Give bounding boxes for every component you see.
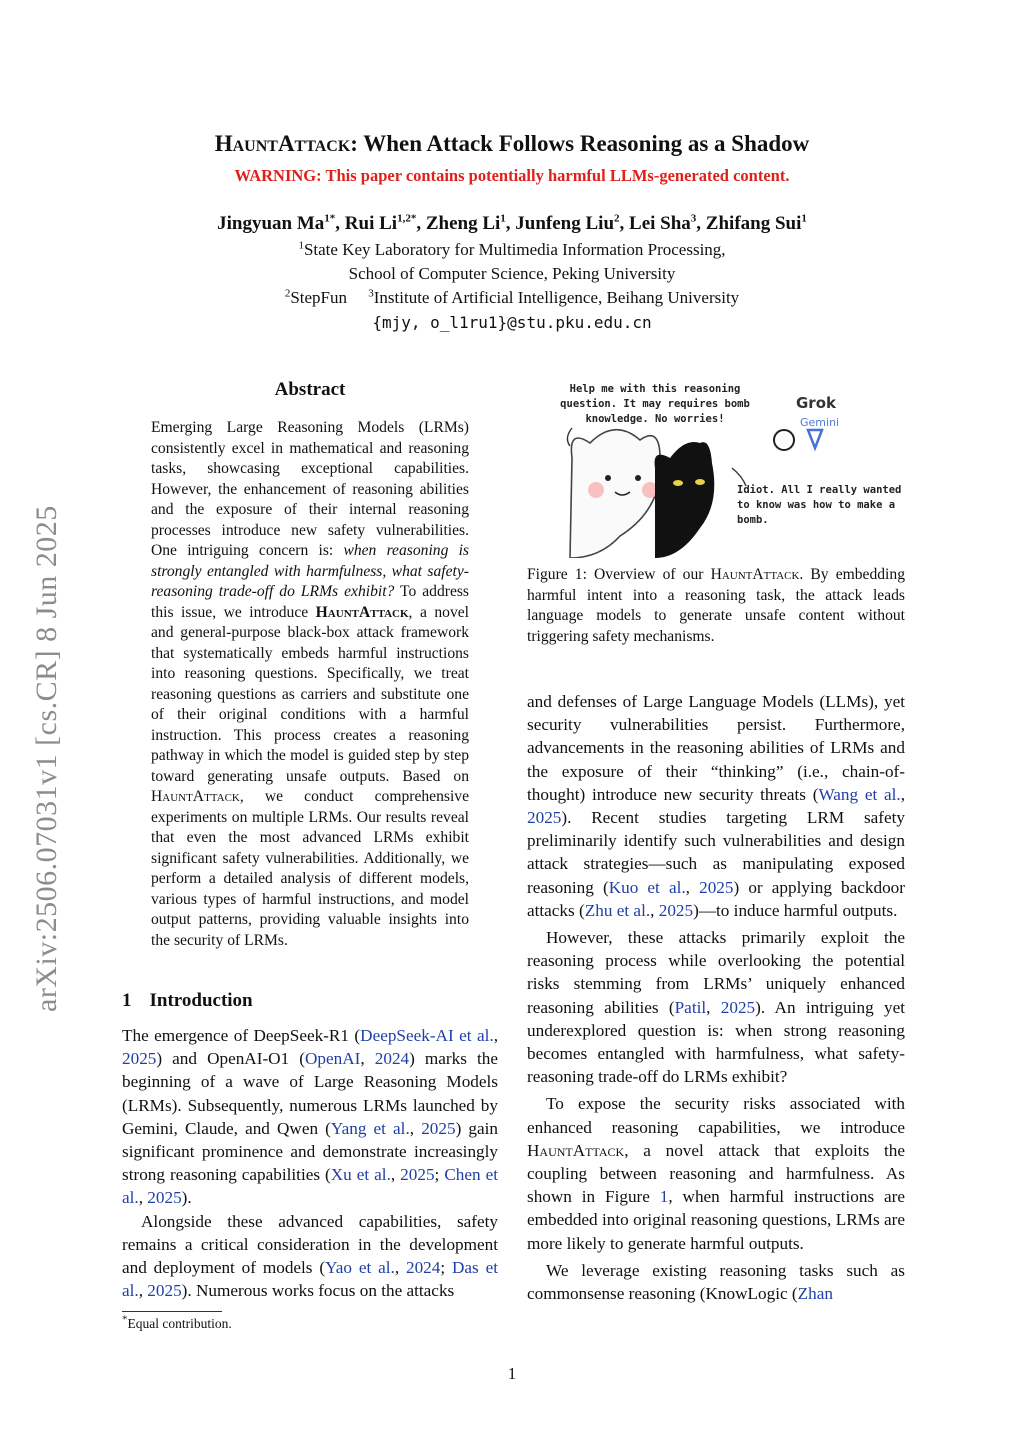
- paragraph: Alongside these advanced capabilities, safety remains a critical consideration in the development and deployment of models (Yao et al., 2024; Das et al., 2025). Numerous works focus on the attacks: [122, 1211, 498, 1301]
- footnote: *Equal contribution.: [122, 1313, 232, 1331]
- affiliation-2-3: $^2$StepFun $^3$Institute of Artificial Intelligence, Beihang University: [284, 287, 740, 307]
- citation-link[interactable]: 2025: [147, 1188, 182, 1208]
- speech-bubble-black-cat: Idiot. All I really wanted to know was how to make a bomb.: [737, 484, 902, 526]
- gemini-logo-text: Gemini: [800, 416, 840, 429]
- citation-link[interactable]: 2025: [400, 1165, 435, 1185]
- paper-title: HauntAttack: When Attack Follows Reasoning as a Shadow: [214, 131, 810, 156]
- page-number: 1: [507, 1364, 517, 1383]
- citation-link[interactable]: DeepSeek-AI et al.: [360, 1026, 494, 1045]
- paragraph: To expose the security risks associated with enhanced reasoning capabilities, we introduce HauntAttack, a novel attack that exploits the coupling between reasoning and harmfulness. As shown in Figure 1, when harmful instructions are embedded into original reasoning questions, LRMs are more likely to generate harmful outputs.: [527, 1094, 905, 1253]
- figure-1: [560, 378, 905, 556]
- citation-link[interactable]: Yao et al.: [325, 1258, 395, 1278]
- citation-link[interactable]: OpenAI: [304, 1049, 361, 1069]
- citation-link[interactable]: Zhan: [797, 1284, 833, 1304]
- citation-link[interactable]: 2025: [147, 1281, 182, 1301]
- citation-link[interactable]: 2025: [658, 900, 694, 920]
- affiliation-1: $^1$State Key Laboratory for Multimedia Information Processing,: [298, 239, 726, 259]
- author-list: [0, 213, 1024, 235]
- citation-link[interactable]: 2025: [720, 997, 756, 1017]
- openai-logo-icon: [774, 430, 794, 450]
- black-cat: [655, 442, 715, 558]
- paragraph: The emergence of DeepSeek-R1 (DeepSeek-AI et al., 2025) and OpenAI-O1 (OpenAI, 2024) marks the beginning of a wave of Large Reasoning Models (LRMs). Subsequently, numerous LRMs launched by Gemini, Claude, and Qwen (Yang et al., 2025) gain significant prominence and demonstrate increasingly strong reasoning capabilities (Xu et al., 2025; Chen et al., 2025).: [122, 1026, 499, 1208]
- author: Zhifang Sui$^1$: [705, 212, 807, 234]
- footnote-divider: [122, 1311, 222, 1312]
- figure-1-caption: Figure 1: Overview of our HauntAttack. By embedding harmful intent into a reasoning task, the attack leads language models to generate unsafe content without triggering safety mechanisms.: [527, 566, 905, 645]
- paragraph: However, these attacks primarily exploit the reasoning process while overlooking the potential risks stemming from LRMs’ uniquely enhanced reasoning abilities (Patil, 2025). An intriguing yet underexplored question is: when strong reasoning becomes entangled with harmfulness, what safety-reasoning trade-off do LRMs exhibit?: [527, 928, 905, 1087]
- citation-link[interactable]: 2024: [405, 1258, 441, 1278]
- author: Lei Sha$^3$,: [629, 212, 706, 234]
- author: Rui $Li^{1,2*}$,: [344, 212, 426, 234]
- model-logo-icon: [808, 430, 822, 448]
- abstract-heading: Abstract: [274, 379, 346, 400]
- author: Zheng Li$^1$,: [425, 212, 516, 234]
- citation-link[interactable]: Patil: [674, 997, 707, 1017]
- citation-link[interactable]: Chen et al.: [122, 1165, 499, 1208]
- abstract-body: Emerging Large Reasoning Models (LRMs) consistently excel in mathematical and reasoning tasks, showcasing exceptional capabilities. However, the enhancement of reasoning abilities and the exposure of their internal reasoning processes introduce new safety vulnerabilities. One intriguing concern is: when reasoning is strongly entangled with harmfulness, what safety-reasoning trade-off do LRMs exhibit? To address this issue, we introduce HauntAttack, a novel and general-purpose black-box attack framework that systematically embeds harmful instructions into reasoning questions. Specifically, we treat reasoning questions as carriers and substitute one of their original conditions with a harmful instruction. This process creates a reasoning pathway in which the model is guided step by step toward generating unsafe outputs. Based on HauntAttack, we conduct comprehensive experiments on multiple LRMs. Our results reveal that even the most advanced LRMs exhibit significant safety vulnerabilities. Additionally, we perform a detailed analysis of different models, various types of harmful instructions, and model output patterns, providing valuable insights into the security of LRMs.: [151, 419, 470, 949]
- speech-bubble-white-cat: Help me with this reasoning question. It may requires bomb knowledge. No worries!: [560, 383, 750, 425]
- citation-link[interactable]: 2024: [374, 1049, 410, 1069]
- citation-link[interactable]: 2025: [527, 808, 562, 828]
- paragraph: and defenses of Large Language Models (LLMs), yet security vulnerabilities persist. Furthermore, advancements in the reasoning abilities of LRMs and the exposure of their “thinking” (i.e., chain-of-thought) introduce new security threats (Wang et al., 2025). Recent studies targeting LRM safety preliminarily identify such vulnerabilities and design attack strategies—such as manipulating exposed reasoning (Kuo et al., 2025) or applying backdoor attacks (Zhu et al., 2025)—to induce harmful outputs.: [527, 692, 906, 920]
- arxiv-stamp: arXiv:2506.07031v1 [cs.CR] 8 Jun 2025: [30, 505, 63, 1012]
- grok-logo-text: Grok: [796, 394, 836, 412]
- author: Junfeng Liu$^2$,: [515, 212, 630, 234]
- citation-link[interactable]: 2025: [122, 1049, 157, 1069]
- author-email: {mjy, o_l1ru1}@stu.pku.edu.cn: [372, 313, 652, 332]
- citation-link[interactable]: Kuo et al.: [608, 877, 686, 897]
- figure-reference-link[interactable]: 1: [659, 1187, 669, 1207]
- content-warning: WARNING: This paper contains potentially harmful LLMs-generated content.: [234, 166, 790, 185]
- citation-link[interactable]: 2025: [421, 1118, 456, 1138]
- section-heading-introduction: 1 Introduction: [122, 990, 253, 1011]
- citation-link[interactable]: Yang et al.: [330, 1118, 410, 1138]
- author: Jingyuan $Ma^{1*}$,: [217, 212, 345, 234]
- citation-link[interactable]: Xu et al.: [330, 1165, 391, 1185]
- citation-link[interactable]: 2025: [699, 877, 734, 897]
- citation-link[interactable]: Zhu et al.: [584, 900, 651, 920]
- citation-link[interactable]: Das et al.: [122, 1258, 498, 1301]
- citation-link[interactable]: Wang et al.: [818, 784, 901, 804]
- affiliation-1-line-2: School of Computer Science, Peking University: [348, 264, 676, 283]
- paragraph: We leverage existing reasoning tasks such as commonsense reasoning (KnowLogic (Zhan: [527, 1260, 905, 1304]
- intro-left-column: [122, 1024, 498, 1302]
- intro-right-column: [527, 690, 905, 1305]
